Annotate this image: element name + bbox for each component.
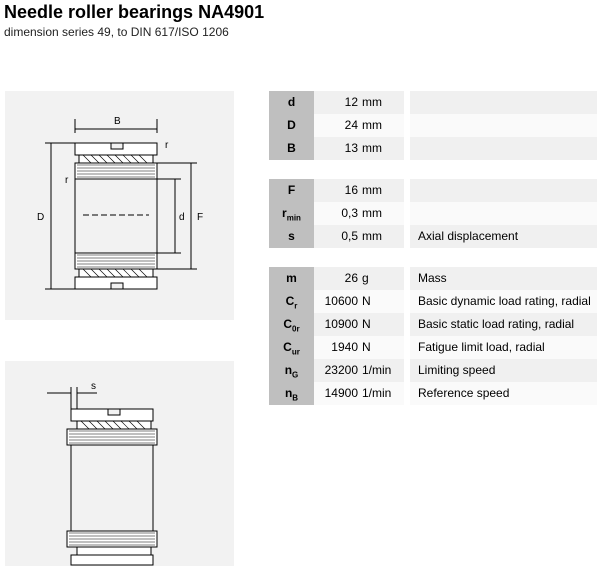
description-cell: Axial displacement — [410, 225, 597, 248]
table-row — [269, 202, 597, 225]
table-row — [269, 382, 597, 405]
value-cell: 23200 1/min — [314, 359, 404, 382]
dim-label-r-top: r — [165, 140, 169, 151]
table-row — [269, 179, 597, 202]
value-cell: 24 mm — [314, 114, 404, 137]
value-cell: 10900 N — [314, 313, 404, 336]
value-cell: 0,5 mm — [314, 225, 404, 248]
description-cell: Mass — [410, 267, 597, 290]
dim-label-F: F — [197, 212, 204, 223]
table-row — [269, 137, 597, 160]
description-cell: Reference speed — [410, 382, 597, 405]
description-cell: Basic dynamic load rating, radial — [410, 290, 597, 313]
value-cell: 12 mm — [314, 91, 404, 114]
symbol-cell: $C_r$ — [269, 290, 314, 313]
value-cell: 1940 N — [314, 336, 404, 359]
description-cell — [410, 137, 597, 160]
symbol-cell: s — [269, 225, 314, 248]
page-subtitle: dimension series 49, to DIN 617/ISO 1206 — [4, 25, 229, 39]
table-row — [269, 313, 597, 336]
page-title: Needle roller bearings NA4901 — [4, 2, 265, 22]
table-row — [269, 336, 597, 359]
table-row — [269, 267, 597, 290]
symbol-cell: $n_G$ — [269, 359, 314, 382]
table-row — [269, 91, 597, 114]
table-row — [269, 359, 597, 382]
symbol-cell: m — [269, 267, 314, 290]
dim-label-r-left: r — [65, 175, 69, 186]
symbol-cell: D — [269, 114, 314, 137]
description-cell — [410, 179, 597, 202]
value-cell: 16 mm — [314, 179, 404, 202]
symbol-cell: $r_{min}$ — [269, 202, 314, 225]
symbol-cell: F — [269, 179, 314, 202]
symbol-cell: $C_{0r}$ — [269, 313, 314, 336]
table-row — [269, 290, 597, 313]
value-cell: 14900 1/min — [314, 382, 404, 405]
value-cell: 26 g — [314, 267, 404, 290]
description-cell — [410, 202, 597, 225]
value-cell: 10600 N — [314, 290, 404, 313]
symbol-cell: d — [269, 91, 314, 114]
table-row — [269, 114, 597, 137]
symbol-cell: $n_B$ — [269, 382, 314, 405]
bearing-section-drawing — [5, 91, 234, 320]
dim-label-s: s — [91, 381, 96, 392]
description-cell: Limiting speed — [410, 359, 597, 382]
description-cell — [410, 91, 597, 114]
value-cell: 13 mm — [314, 137, 404, 160]
description-cell: Basic static load rating, radial — [410, 313, 597, 336]
bearing-displacement-drawing — [5, 361, 234, 566]
description-cell: Fatigue limit load, radial — [410, 336, 597, 359]
description-cell — [410, 114, 597, 137]
symbol-cell: $C_{ur}$ — [269, 336, 314, 359]
dim-label-B: B — [114, 116, 121, 127]
value-cell: 0,3 mm — [314, 202, 404, 225]
table-row — [269, 225, 597, 248]
symbol-cell: B — [269, 137, 314, 160]
dim-label-D: D — [37, 212, 45, 223]
dim-label-d: d — [179, 212, 185, 223]
